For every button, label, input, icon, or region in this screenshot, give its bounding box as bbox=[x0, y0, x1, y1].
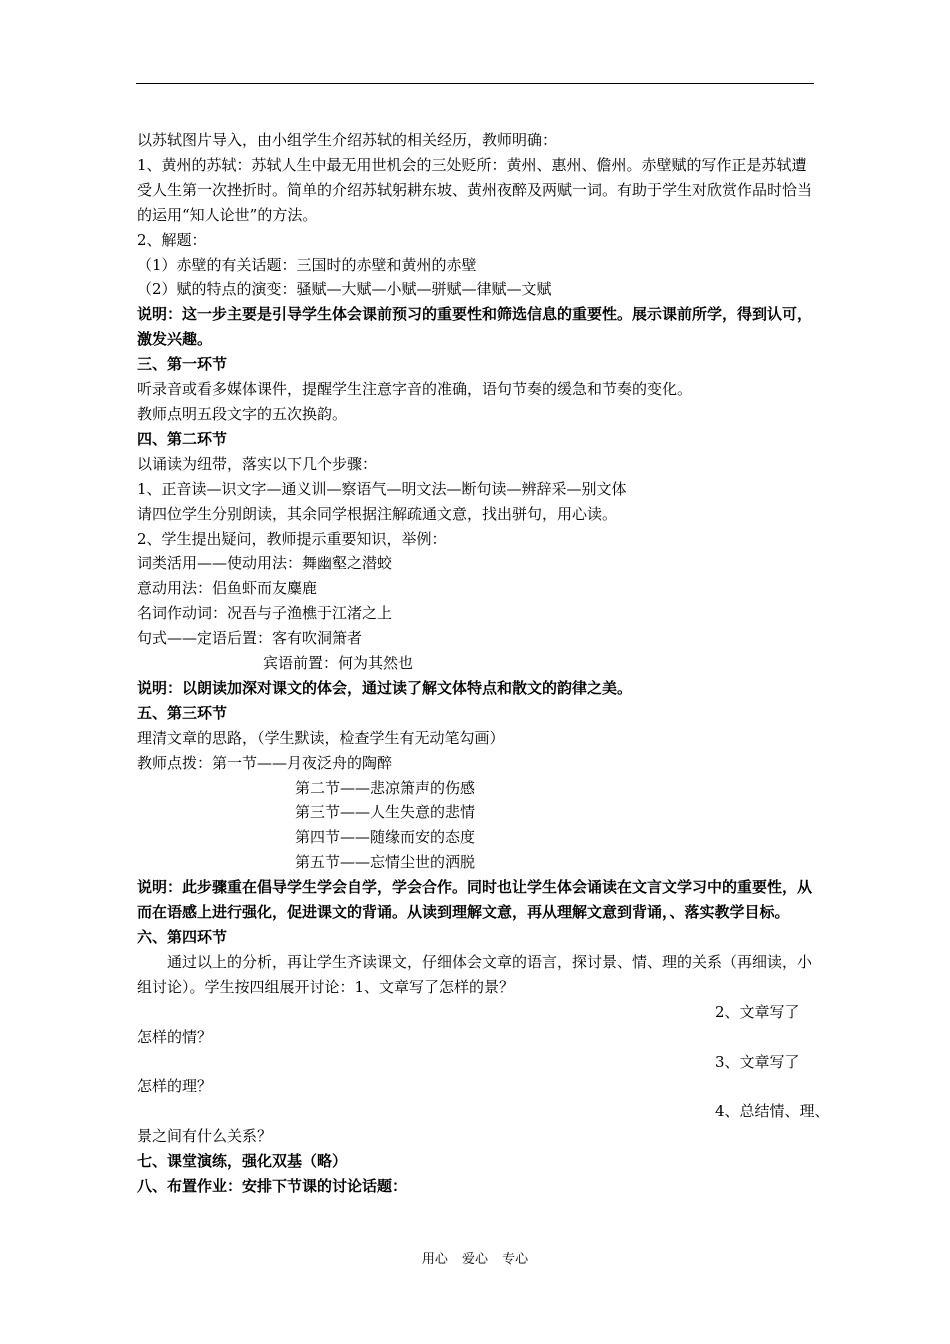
text-line: 以苏轼图片导入，由小组学生介绍苏轼的相关经历，教师明确： bbox=[137, 131, 558, 149]
text-line: 第三节——人生失意的悲情 bbox=[295, 803, 476, 822]
text-line: 景之间有什么关系？ bbox=[137, 1127, 273, 1146]
text-line: 怎样的理？ bbox=[137, 1077, 213, 1096]
text-line: 怎样的情？ bbox=[137, 1027, 213, 1046]
section-line: 六、第四环节 bbox=[137, 928, 228, 946]
text-line: 名词作动词：况吾与子渔樵于江渚之上 bbox=[137, 604, 393, 623]
text-line: 2、文章写了 bbox=[715, 1002, 800, 1021]
section-line: 三、第一环节 bbox=[137, 355, 228, 374]
text-line: 第二节——悲凉箫声的伤感 bbox=[295, 778, 476, 797]
header-rule bbox=[136, 83, 814, 84]
section-line: 说明：此步骤重在倡导学生学会自学，学会合作。同时也让学生体会诵读在文言文学习中的重要性，从而在语感上进行强化，促进课文的背诵。从读到理解文意，再从理解文意到背诵，、落实教学目标。 bbox=[137, 878, 813, 922]
text-line: 2、解题： bbox=[137, 230, 207, 249]
section-line: 七、课堂演练，强化双基（略） bbox=[137, 1152, 348, 1171]
section-line: 八、布置作业：安排下节课的讨论话题： bbox=[137, 1177, 408, 1196]
text-line: 2、学生提出疑问，教师提示重要知识，举例： bbox=[137, 529, 447, 548]
text-line: 词类活用——使动用法：舞幽壑之潜蛟 bbox=[137, 554, 393, 573]
text-line: 教师点拨：第一节——月夜泛舟的陶醉 bbox=[137, 753, 393, 772]
section-line: 说明：这一步主要是引导学生体会课前预习的重要性和筛选信息的重要性。展示课前所学，得到认可，激发兴趣。 bbox=[137, 305, 813, 349]
section-line: 四、第二环节 bbox=[137, 429, 228, 448]
section-line: 五、第三环节 bbox=[137, 703, 228, 722]
text-line: 意动用法：侣鱼虾而友麋鹿 bbox=[137, 579, 318, 598]
text-line: 理清文章的思路，（学生默读，检查学生有无动笔勾画） bbox=[137, 728, 505, 747]
section-line: 说明：以朗读加深对课文的体会，通过读了解文体特点和散文的韵律之美。 bbox=[137, 678, 633, 697]
text-line: 第五节——忘情尘世的洒脱 bbox=[295, 853, 476, 872]
text-line: 听录音或看多媒体课件，提醒学生注意字音的准确，语句节奏的缓急和节奏的变化。 bbox=[137, 380, 693, 399]
document-body bbox=[137, 128, 830, 1199]
text-line: 句式——定语后置：客有吹洞箫者 bbox=[137, 629, 363, 648]
text-line: 宾语前置：何为其然也 bbox=[263, 654, 414, 673]
text-line: 第四节——随缘而安的态度 bbox=[295, 828, 476, 847]
text-line: 请四位学生分别朗读，其余同学根据注解疏通文意，找出骈句，用心读。 bbox=[137, 504, 618, 523]
text-line: 教师点明五段文字的五次换韵。 bbox=[137, 404, 348, 423]
text-line: 通过以上的分析，再让学生齐读课文，仔细体会文章的语言，探讨景、情、理的关系（再细读，小组讨论）。学生按四组展开讨论：1、文章写了怎样的景？ bbox=[137, 952, 813, 996]
text-line: 3、文章写了 bbox=[715, 1052, 800, 1071]
text-line: 1、黄州的苏轼：苏轼人生中最无用世机会的三处贬所：黄州、惠州、儋州。赤壁赋的写作正是苏轼遭受人生第一次挫折时。简单的介绍苏轼躬耕东坡、黄州夜醉及两赋一词。有助于学生对欣赏作品时恰当的运用“知人论世”的方法。 bbox=[137, 155, 813, 224]
text-line: 以诵读为纽带，落实以下几个步骤： bbox=[137, 454, 378, 473]
text-line: （1）赤壁的有关话题：三国时的赤壁和黄州的赤壁 bbox=[137, 255, 477, 274]
page-footer: 用心 爱心 专心 bbox=[421, 1252, 529, 1267]
text-line: 1、正音读—识文字—通义训—察语气—明文法—断句读—辨辞采—别文体 bbox=[137, 479, 627, 498]
text-line: 4、总结情、理、 bbox=[715, 1102, 830, 1121]
text-line: （2）赋的特点的演变：骚赋—大赋—小赋—骈赋—律赋—文赋 bbox=[137, 280, 552, 299]
